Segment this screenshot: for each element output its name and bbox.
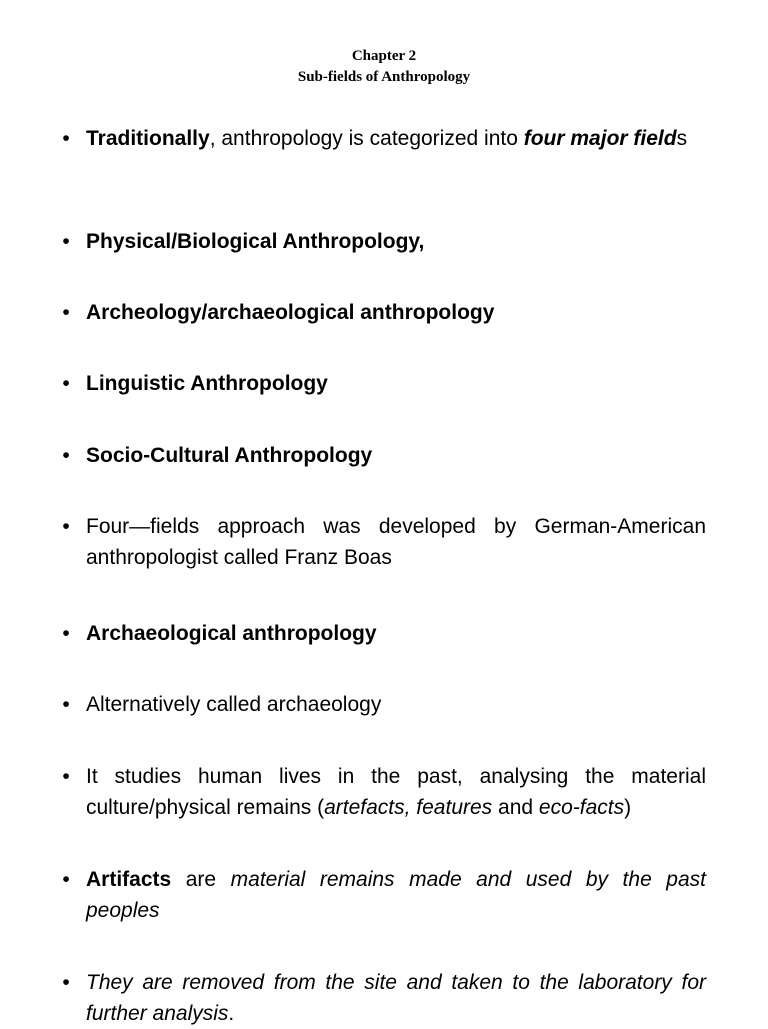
text-segment: Four—fields approach was developed by German-American anthropologist called Franz Boas	[86, 515, 706, 569]
bullet-dot-icon: •	[62, 230, 70, 253]
bullet-dot-icon: •	[62, 301, 70, 324]
text-segment: artefacts, features	[324, 796, 493, 819]
text-segment: They are removed from the site and taken to the laboratory for further analysis	[86, 971, 706, 1025]
bullet-text	[86, 440, 706, 471]
bullet-dot-icon: •	[62, 372, 70, 395]
bullet-dot-icon: •	[62, 765, 70, 788]
bullet-dot-icon: •	[62, 622, 70, 645]
bullet-dot-icon: •	[62, 127, 70, 150]
text-segment: Alternatively called archaeology	[86, 693, 382, 716]
text-segment: Linguistic Anthropology	[86, 372, 328, 395]
bullet-text	[86, 618, 706, 649]
bullet-text	[86, 123, 706, 154]
bullet-text	[86, 761, 706, 823]
text-segment: eco-facts	[538, 796, 625, 819]
bullet-text	[86, 368, 706, 399]
bullet-text	[86, 967, 706, 1029]
text-segment: and	[492, 796, 539, 819]
bullet-dot-icon: •	[62, 693, 70, 716]
bullet-dot-icon: •	[62, 444, 70, 467]
text-segment: Archeology/archaeological anthropology	[86, 301, 495, 324]
text-segment: Traditionally	[86, 127, 210, 150]
text-segment: s	[676, 127, 688, 150]
text-segment: material remains made and used by the past peoples	[86, 868, 706, 922]
bullet-text	[86, 297, 706, 328]
text-segment: Socio-Cultural Anthropology	[86, 444, 373, 467]
chapter-number: Chapter 2	[351, 48, 417, 64]
bullet-dot-icon: •	[62, 868, 70, 891]
chapter-header	[0, 46, 768, 88]
chapter-title: Sub-fields of Anthropology	[297, 69, 471, 85]
bullet-text	[86, 511, 706, 573]
text-segment: .	[228, 1002, 235, 1025]
text-segment: four major field	[523, 127, 677, 150]
bullet-dot-icon: •	[62, 971, 70, 994]
text-segment: , anthropology is categorized into	[209, 127, 524, 150]
text-segment: Physical/Biological Anthropology,	[86, 230, 425, 253]
bullet-dot-icon: •	[62, 515, 70, 538]
bullet-text	[86, 226, 706, 257]
bullet-text	[86, 864, 706, 926]
text-segment: Artifacts	[86, 868, 172, 891]
text-segment: Archaeological anthropology	[86, 622, 377, 645]
bullet-text	[86, 689, 706, 720]
text-segment: It studies human lives in the past, analysing the material culture/physical remains (	[86, 765, 706, 819]
text-segment: )	[624, 796, 632, 819]
text-segment: are	[171, 868, 231, 891]
